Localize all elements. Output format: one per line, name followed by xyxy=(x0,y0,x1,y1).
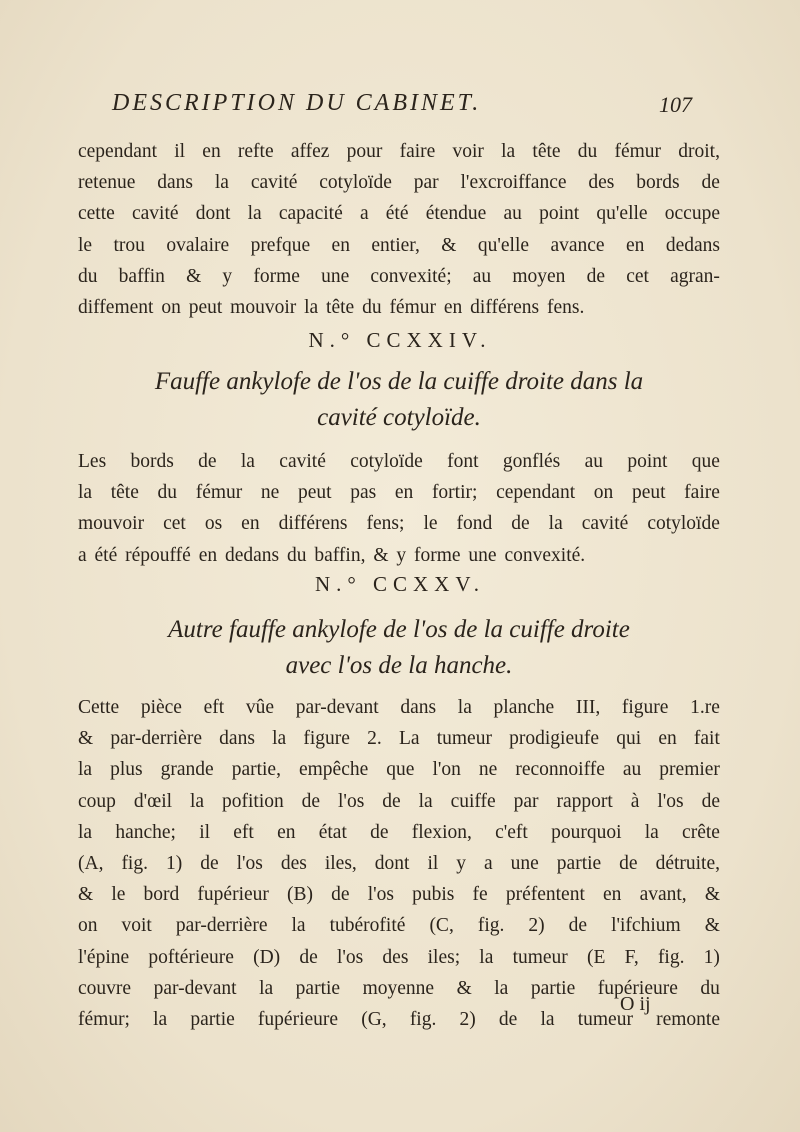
text-line: le trou ovalaire prefque en entier, & qu'elle avance en dedans xyxy=(78,234,720,256)
text-line: Les bords de la cavité cotyloïde font gonflés au point que xyxy=(78,451,720,472)
title-line: Autre fauffe ankylofe de l'os de la cuiffe droite xyxy=(168,616,630,643)
text-line: la hanche; il eft en état de flexion, c'eft pourquoi la crête xyxy=(78,821,720,843)
text-line: & le bord fupérieur (B) de l'os pubis fe préfentent en avant, & xyxy=(78,884,720,906)
text-line: l'épine poftérieure (D) de l'os des iles; la tumeur (E F, fig. 1) xyxy=(78,946,720,968)
text-line: Cette pièce eft vûe par-devant dans la planche III, figure 1.re xyxy=(78,697,720,718)
entry-body-225 xyxy=(78,692,720,1035)
text-line: la plus grande partie, empêche que l'on ne reconnoiffe au premier xyxy=(78,759,720,781)
text-line: a été répouffé en dedans du baffin, & y forme une convexité. xyxy=(78,544,586,566)
text-line: la tête du fémur ne peut pas en fortir; cependant on peut faire xyxy=(78,482,720,504)
text-line: cependant il en refte affez pour faire voir la tête du fémur droit, xyxy=(78,141,720,162)
title-line: cavité cotyloïde. xyxy=(317,404,481,431)
text-line: du baffin & y forme une convexité; au moyen de cet agran- xyxy=(78,265,720,287)
running-title: DESCRIPTION DU CABINET. xyxy=(112,90,482,116)
entry-body-224 xyxy=(78,446,720,571)
page-header xyxy=(112,90,692,124)
intro-paragraph xyxy=(78,136,720,323)
catchword: O ij xyxy=(620,993,651,1015)
text-line: coup d'œil la pofition de l'os de la cuiffe par rapport à l'os de xyxy=(78,790,720,812)
text-line: on voit par-derrière la tubérofité (C, fig. 2) de l'ifchium & xyxy=(78,915,720,937)
text-line: diffement on peut mouvoir la tête du fémur en différens fens. xyxy=(78,297,585,319)
text-line: couvre par-devant la partie moyenne & la partie fupérieure du xyxy=(78,977,720,999)
text-line: cette cavité dont la capacité a été étendue au point qu'elle occupe xyxy=(78,203,720,225)
entry-title-225 xyxy=(78,612,720,684)
page-number: 107 xyxy=(659,92,692,117)
title-line: avec l'os de la hanche. xyxy=(285,652,513,679)
text-line: fémur; la partie fupérieure (G, fig. 2) de la tumeur remonte xyxy=(78,1009,720,1031)
text-line: mouvoir cet os en différens fens; le fond de la cavité cotyloïde xyxy=(78,513,720,535)
entry-number-224: N.° CCXXIV. xyxy=(308,328,492,352)
entry-title-224 xyxy=(78,364,720,436)
text-line: retenue dans la cavité cotyloïde par l'excroiffance des bords de xyxy=(78,172,720,194)
text-line: & par-derrière dans la figure 2. La tumeur prodigieufe qui en fait xyxy=(78,728,720,750)
entry-number-225: N.° CCXXV. xyxy=(314,572,486,596)
text-line: (A, fig. 1) de l'os des iles, dont il y a une partie de détruite, xyxy=(78,853,720,875)
title-line: Fauffe ankylofe de l'os de la cuiffe droite dans la xyxy=(154,368,644,395)
